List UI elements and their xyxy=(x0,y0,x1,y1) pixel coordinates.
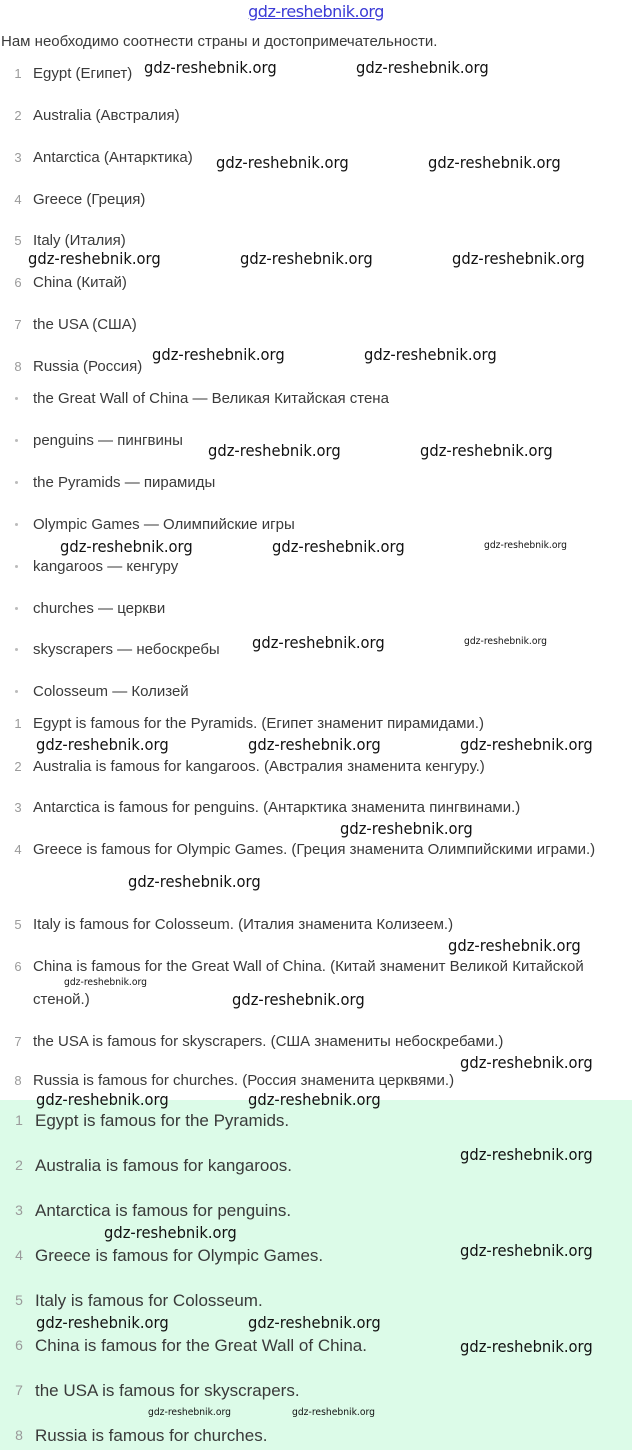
watermark: gdz-reshebnik.org xyxy=(144,58,277,77)
bullet-icon xyxy=(15,690,18,693)
watermark: gdz-reshebnik.org xyxy=(460,735,593,754)
sentence-text: Egypt is famous for the Pyramids. (Египет знаменит пирамидами.) xyxy=(33,715,484,732)
country-text: Russia (Россия) xyxy=(33,358,143,375)
answer-text: Antarctica is famous for penguins. xyxy=(35,1201,292,1220)
watermark: gdz-reshebnik.org xyxy=(364,345,497,364)
watermark: gdz-reshebnik.org xyxy=(272,537,405,556)
item-number: 6 xyxy=(15,1337,23,1353)
item-number: 1 xyxy=(14,66,22,81)
watermark-link[interactable]: gdz-reshebnik.org xyxy=(248,2,384,21)
bullet-icon xyxy=(15,607,18,610)
answer-text: Greece is famous for Olympic Games. xyxy=(35,1246,324,1265)
item-number: 4 xyxy=(15,1247,23,1263)
watermark: gdz-reshebnik.org xyxy=(340,819,473,838)
watermark: gdz-reshebnik.org xyxy=(460,1241,593,1260)
watermark: gdz-reshebnik.org xyxy=(104,1223,237,1242)
watermark: gdz-reshebnik.org xyxy=(252,633,385,652)
watermark: gdz-reshebnik.org xyxy=(452,249,585,268)
country-text: Antarctica (Антарктика) xyxy=(33,149,193,166)
country-text: Egypt (Египет) xyxy=(33,65,133,82)
sentence-text: Greece is famous for Olympic Games. (Греция знаменита Олимпийскими играми.) xyxy=(33,841,596,858)
item-number: 4 xyxy=(14,192,22,207)
watermark: gdz-reshebnik.org xyxy=(248,735,381,754)
sentence-text: the USA is famous for skyscrapers. (США знамениты небоскребами.) xyxy=(33,1033,504,1050)
item-number: 2 xyxy=(15,1157,23,1173)
bullet-icon xyxy=(15,648,18,651)
item-number: 6 xyxy=(14,275,22,290)
sentence-text: Australia is famous for kangaroos. (Австралия знаменита кенгуру.) xyxy=(33,758,485,775)
sight-text: the Pyramids — пирамиды xyxy=(33,474,216,491)
item-number: 2 xyxy=(14,108,22,123)
sentence-text: China is famous for the Great Wall of China. (Китай знаменит Великой Китайской стеной.) xyxy=(33,958,584,1008)
watermark: gdz-reshebnik.org xyxy=(216,153,349,172)
bullet-icon xyxy=(15,397,18,400)
watermark: gdz-reshebnik.org xyxy=(28,249,161,268)
watermark: gdz-reshebnik.org xyxy=(484,540,567,551)
item-number: 5 xyxy=(14,917,22,932)
item-number: 8 xyxy=(14,359,22,374)
country-text: the USA (США) xyxy=(33,316,137,333)
watermark: gdz-reshebnik.org xyxy=(460,1053,593,1072)
answer-text: Egypt is famous for the Pyramids. xyxy=(35,1111,290,1130)
watermark: gdz-reshebnik.org xyxy=(64,977,147,988)
watermark: gdz-reshebnik.org xyxy=(148,1407,231,1418)
country-text: China (Китай) xyxy=(33,274,127,291)
sight-text: Olympic Games — Олимпийские игры xyxy=(33,516,295,533)
watermark: gdz-reshebnik.org xyxy=(248,1313,381,1332)
item-number: 3 xyxy=(14,150,22,165)
watermark: gdz-reshebnik.org xyxy=(152,345,285,364)
sentence-text: Antarctica is famous for penguins. (Антарктика знаменита пингвинами.) xyxy=(33,799,521,816)
item-number: 7 xyxy=(14,1034,22,1049)
watermark: gdz-reshebnik.org xyxy=(428,153,561,172)
bullet-icon xyxy=(15,565,18,568)
bullet-icon xyxy=(15,481,18,484)
watermark: gdz-reshebnik.org xyxy=(248,1090,381,1109)
answer-text: the USA is famous for skyscrapers. xyxy=(35,1381,300,1400)
answer-text: China is famous for the Great Wall of China. xyxy=(35,1336,367,1355)
sight-text: skyscrapers — небоскребы xyxy=(33,641,220,658)
watermark: gdz-reshebnik.org xyxy=(208,441,341,460)
sight-text: the Great Wall of China — Великая Китайская стена xyxy=(33,390,389,407)
item-number: 7 xyxy=(14,317,22,332)
watermark: gdz-reshebnik.org xyxy=(128,872,261,891)
sight-text: churches — церкви xyxy=(33,600,166,617)
item-number: 7 xyxy=(15,1382,23,1398)
watermark: gdz-reshebnik.org xyxy=(460,1337,593,1356)
sight-text: kangaroos — кенгуру xyxy=(33,558,179,575)
watermark: gdz-reshebnik.org xyxy=(356,58,489,77)
item-number: 1 xyxy=(15,1112,23,1128)
item-number: 5 xyxy=(14,233,22,248)
bullet-icon xyxy=(15,523,18,526)
watermark: gdz-reshebnik.org xyxy=(448,936,581,955)
watermark: gdz-reshebnik.org xyxy=(292,1407,375,1418)
sentence-text: Italy is famous for Colosseum. (Италия знаменита Колизеем.) xyxy=(33,916,454,933)
watermark: gdz-reshebnik.org xyxy=(60,537,193,556)
item-number: 3 xyxy=(15,1202,23,1218)
watermark: gdz-reshebnik.org xyxy=(36,1090,169,1109)
watermark: gdz-reshebnik.org xyxy=(36,735,169,754)
item-number: 8 xyxy=(14,1073,22,1088)
item-number: 6 xyxy=(14,959,22,974)
watermark: gdz-reshebnik.org xyxy=(420,441,553,460)
watermark: gdz-reshebnik.org xyxy=(240,249,373,268)
watermark: gdz-reshebnik.org xyxy=(36,1313,169,1332)
item-number: 2 xyxy=(14,759,22,774)
country-text: Greece (Греция) xyxy=(33,191,146,208)
watermark: gdz-reshebnik.org xyxy=(460,1145,593,1164)
watermark: gdz-reshebnik.org xyxy=(464,636,547,647)
answer-text: Russia is famous for churches. xyxy=(35,1426,268,1445)
bullet-icon xyxy=(15,439,18,442)
sight-text: Colosseum — Колизей xyxy=(33,683,189,700)
country-text: Australia (Австралия) xyxy=(33,107,180,124)
answer-text: Italy is famous for Colosseum. xyxy=(35,1291,263,1310)
sight-text: penguins — пингвины xyxy=(33,432,183,449)
sentence-text: Russia is famous for churches. (Россия знаменита церквями.) xyxy=(33,1072,455,1089)
item-number: 8 xyxy=(15,1427,23,1443)
country-text: Italy (Италия) xyxy=(33,232,126,249)
watermark: gdz-reshebnik.org xyxy=(232,990,365,1009)
item-number: 1 xyxy=(14,716,22,731)
item-number: 3 xyxy=(14,800,22,815)
item-number: 4 xyxy=(14,842,22,857)
answer-text: Australia is famous for kangaroos. xyxy=(35,1156,293,1175)
intro-text: Нам необходимо соотнести страны и достопримечательности. xyxy=(1,33,438,50)
item-number: 5 xyxy=(15,1292,23,1308)
